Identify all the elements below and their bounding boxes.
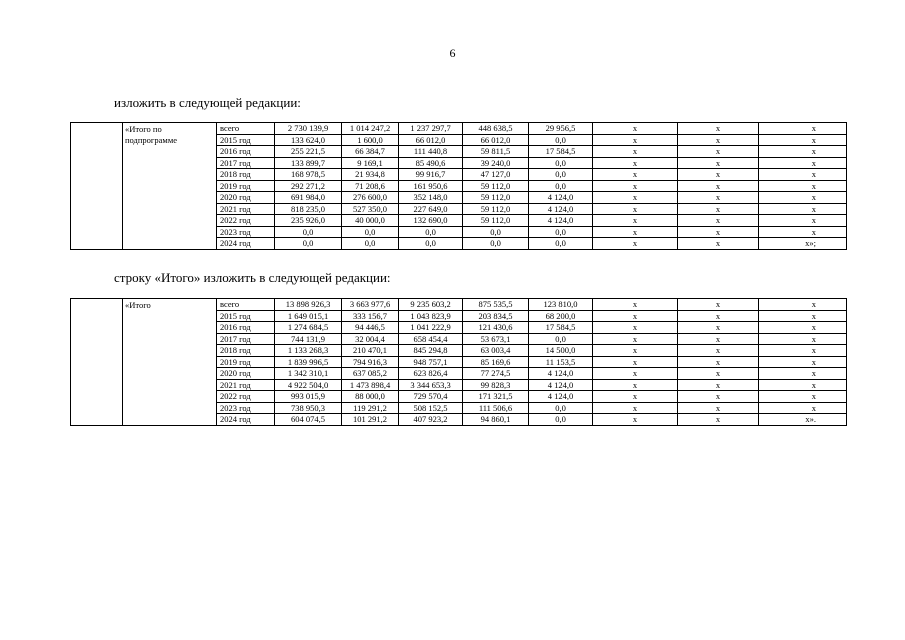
- period-cell: 2018 год: [217, 345, 275, 357]
- value-cell: 623 826,4: [399, 368, 463, 380]
- value-cell: 94 860,1: [463, 414, 529, 426]
- value-cell: 39 240,0: [463, 157, 529, 169]
- value-cell: 658 454,4: [399, 333, 463, 345]
- value-cell: x: [593, 169, 678, 181]
- grand-total-table: [70, 298, 847, 426]
- value-cell: x: [759, 123, 847, 135]
- value-cell: x»;: [759, 238, 847, 250]
- value-cell: 4 124,0: [529, 215, 593, 227]
- row-label: «Итого по подпрограмме: [123, 123, 217, 250]
- period-cell: 2021 год: [217, 203, 275, 215]
- value-cell: x: [678, 379, 759, 391]
- period-cell: 2024 год: [217, 238, 275, 250]
- value-cell: 14 500,0: [529, 345, 593, 357]
- value-cell: 133 899,7: [275, 157, 342, 169]
- value-cell: 1 133 268,3: [275, 345, 342, 357]
- value-cell: 88 000,0: [342, 391, 399, 403]
- period-cell: 2022 год: [217, 215, 275, 227]
- value-cell: 0,0: [529, 169, 593, 181]
- period-cell: 2020 год: [217, 192, 275, 204]
- value-cell: x: [593, 322, 678, 334]
- value-cell: 1 043 823,9: [399, 310, 463, 322]
- value-cell: 0,0: [463, 238, 529, 250]
- row-label: «Итого: [123, 299, 217, 426]
- value-cell: 0,0: [529, 180, 593, 192]
- value-cell: 203 834,5: [463, 310, 529, 322]
- value-cell: 4 124,0: [529, 391, 593, 403]
- value-cell: 333 156,7: [342, 310, 399, 322]
- period-cell: 2023 год: [217, 402, 275, 414]
- value-cell: x: [678, 356, 759, 368]
- value-cell: 1 014 247,2: [342, 123, 399, 135]
- value-cell: x: [593, 345, 678, 357]
- value-cell: x: [759, 299, 847, 311]
- value-cell: 66 012,0: [399, 134, 463, 146]
- value-cell: x: [759, 146, 847, 158]
- period-cell: 2024 год: [217, 414, 275, 426]
- value-cell: x: [759, 345, 847, 357]
- value-cell: 0,0: [275, 226, 342, 238]
- value-cell: 744 131,9: [275, 333, 342, 345]
- value-cell: x: [678, 333, 759, 345]
- period-cell: 2017 год: [217, 333, 275, 345]
- value-cell: 0,0: [529, 157, 593, 169]
- value-cell: 47 127,0: [463, 169, 529, 181]
- value-cell: x: [678, 215, 759, 227]
- value-cell: x: [678, 345, 759, 357]
- value-cell: 604 074,5: [275, 414, 342, 426]
- period-cell: 2016 год: [217, 322, 275, 334]
- value-cell: x: [759, 322, 847, 334]
- value-cell: x: [593, 123, 678, 135]
- value-cell: 0,0: [529, 402, 593, 414]
- value-cell: 3 663 977,6: [342, 299, 399, 311]
- value-cell: 1 600,0: [342, 134, 399, 146]
- value-cell: 59 112,0: [463, 203, 529, 215]
- value-cell: x: [759, 169, 847, 181]
- value-cell: 845 294,8: [399, 345, 463, 357]
- value-cell: 168 978,5: [275, 169, 342, 181]
- value-cell: x: [593, 134, 678, 146]
- value-cell: x: [678, 391, 759, 403]
- value-cell: x: [678, 146, 759, 158]
- value-cell: x: [678, 123, 759, 135]
- value-cell: 21 934,8: [342, 169, 399, 181]
- value-cell: x: [759, 356, 847, 368]
- value-cell: 993 015,9: [275, 391, 342, 403]
- table-row: [71, 123, 847, 135]
- value-cell: 123 810,0: [529, 299, 593, 311]
- value-cell: 161 950,6: [399, 180, 463, 192]
- value-cell: 1 839 996,5: [275, 356, 342, 368]
- period-cell: 2021 год: [217, 379, 275, 391]
- value-cell: 94 446,5: [342, 322, 399, 334]
- value-cell: 691 984,0: [275, 192, 342, 204]
- value-cell: x: [678, 402, 759, 414]
- value-cell: x: [593, 226, 678, 238]
- value-cell: 101 291,2: [342, 414, 399, 426]
- value-cell: x: [593, 180, 678, 192]
- value-cell: 448 638,5: [463, 123, 529, 135]
- value-cell: 40 000,0: [342, 215, 399, 227]
- value-cell: 0,0: [275, 238, 342, 250]
- value-cell: x: [759, 157, 847, 169]
- value-cell: 0,0: [342, 238, 399, 250]
- value-cell: x: [678, 192, 759, 204]
- value-cell: x: [759, 368, 847, 380]
- value-cell: 133 624,0: [275, 134, 342, 146]
- value-cell: 2 730 139,9: [275, 123, 342, 135]
- value-cell: 4 124,0: [529, 192, 593, 204]
- value-cell: 77 274,5: [463, 368, 529, 380]
- value-cell: 0,0: [463, 226, 529, 238]
- value-cell: 99 828,3: [463, 379, 529, 391]
- value-cell: 32 004,4: [342, 333, 399, 345]
- value-cell: 1 473 898,4: [342, 379, 399, 391]
- value-cell: 0,0: [529, 333, 593, 345]
- subprogram-total-table: [70, 122, 847, 250]
- value-cell: 527 350,0: [342, 203, 399, 215]
- value-cell: 1 237 297,7: [399, 123, 463, 135]
- value-cell: 875 535,5: [463, 299, 529, 311]
- value-cell: x: [593, 215, 678, 227]
- value-cell: x: [593, 402, 678, 414]
- value-cell: x: [593, 368, 678, 380]
- value-cell: 235 926,0: [275, 215, 342, 227]
- value-cell: 1 649 015,1: [275, 310, 342, 322]
- value-cell: 29 956,5: [529, 123, 593, 135]
- value-cell: 17 584,5: [529, 322, 593, 334]
- period-cell: 2015 год: [217, 134, 275, 146]
- value-cell: x: [759, 310, 847, 322]
- value-cell: 637 085,2: [342, 368, 399, 380]
- value-cell: x: [759, 215, 847, 227]
- value-cell: x: [593, 379, 678, 391]
- value-cell: x: [593, 310, 678, 322]
- value-cell: 818 235,0: [275, 203, 342, 215]
- value-cell: 59 112,0: [463, 192, 529, 204]
- value-cell: 352 148,0: [399, 192, 463, 204]
- value-cell: x: [759, 134, 847, 146]
- value-cell: 85 490,6: [399, 157, 463, 169]
- period-cell: 2015 год: [217, 310, 275, 322]
- value-cell: 11 153,5: [529, 356, 593, 368]
- value-cell: 59 112,0: [463, 180, 529, 192]
- value-cell: 0,0: [529, 226, 593, 238]
- value-cell: 85 169,6: [463, 356, 529, 368]
- value-cell: x: [759, 203, 847, 215]
- value-cell: 132 690,0: [399, 215, 463, 227]
- value-cell: x: [678, 226, 759, 238]
- value-cell: x: [593, 391, 678, 403]
- table-body: [71, 123, 847, 250]
- value-cell: 0,0: [399, 238, 463, 250]
- value-cell: 276 600,0: [342, 192, 399, 204]
- period-cell: 2018 год: [217, 169, 275, 181]
- value-cell: 738 950,3: [275, 402, 342, 414]
- period-cell: 2020 год: [217, 368, 275, 380]
- value-cell: 1 342 310,1: [275, 368, 342, 380]
- value-cell: 508 152,5: [399, 402, 463, 414]
- value-cell: x: [593, 157, 678, 169]
- value-cell: 3 344 653,3: [399, 379, 463, 391]
- value-cell: x: [593, 146, 678, 158]
- value-cell: x: [678, 157, 759, 169]
- value-cell: 4 124,0: [529, 203, 593, 215]
- period-cell: 2017 год: [217, 157, 275, 169]
- value-cell: 729 570,4: [399, 391, 463, 403]
- table-row: [71, 299, 847, 311]
- value-cell: 1 274 684,5: [275, 322, 342, 334]
- value-cell: x: [759, 379, 847, 391]
- value-cell: x: [593, 414, 678, 426]
- value-cell: x: [678, 238, 759, 250]
- value-cell: 121 430,6: [463, 322, 529, 334]
- period-cell: 2019 год: [217, 356, 275, 368]
- value-cell: 171 321,5: [463, 391, 529, 403]
- value-cell: 948 757,1: [399, 356, 463, 368]
- value-cell: x: [593, 299, 678, 311]
- value-cell: x: [678, 203, 759, 215]
- value-cell: 255 221,5: [275, 146, 342, 158]
- value-cell: 794 916,3: [342, 356, 399, 368]
- value-cell: x: [678, 169, 759, 181]
- value-cell: 13 898 926,3: [275, 299, 342, 311]
- value-cell: x: [593, 203, 678, 215]
- value-cell: x: [759, 333, 847, 345]
- value-cell: 1 041 222,9: [399, 322, 463, 334]
- value-cell: 4 922 504,0: [275, 379, 342, 391]
- value-cell: 9 235 603,2: [399, 299, 463, 311]
- value-cell: x: [759, 192, 847, 204]
- value-cell: 111 440,8: [399, 146, 463, 158]
- value-cell: x: [678, 322, 759, 334]
- value-cell: 9 169,1: [342, 157, 399, 169]
- value-cell: 407 923,2: [399, 414, 463, 426]
- value-cell: x: [593, 192, 678, 204]
- value-cell: x: [678, 414, 759, 426]
- value-cell: x: [593, 356, 678, 368]
- period-cell: всего: [217, 299, 275, 311]
- value-cell: 4 124,0: [529, 368, 593, 380]
- value-cell: 4 124,0: [529, 379, 593, 391]
- value-cell: 66 012,0: [463, 134, 529, 146]
- value-cell: x».: [759, 414, 847, 426]
- empty-cell: [71, 299, 123, 426]
- value-cell: 0,0: [529, 414, 593, 426]
- value-cell: x: [593, 333, 678, 345]
- value-cell: 0,0: [342, 226, 399, 238]
- value-cell: 53 673,1: [463, 333, 529, 345]
- value-cell: 99 916,7: [399, 169, 463, 181]
- value-cell: x: [759, 402, 847, 414]
- value-cell: x: [678, 368, 759, 380]
- value-cell: 210 470,1: [342, 345, 399, 357]
- period-cell: 2019 год: [217, 180, 275, 192]
- value-cell: 0,0: [529, 238, 593, 250]
- value-cell: 59 112,0: [463, 215, 529, 227]
- value-cell: x: [678, 134, 759, 146]
- empty-cell: [71, 123, 123, 250]
- period-cell: всего: [217, 123, 275, 135]
- value-cell: x: [759, 391, 847, 403]
- page-number: 6: [449, 46, 456, 60]
- value-cell: x: [678, 299, 759, 311]
- value-cell: x: [759, 180, 847, 192]
- value-cell: 119 291,2: [342, 402, 399, 414]
- value-cell: 111 506,6: [463, 402, 529, 414]
- value-cell: x: [678, 310, 759, 322]
- value-cell: 68 200,0: [529, 310, 593, 322]
- value-cell: 71 208,6: [342, 180, 399, 192]
- value-cell: 63 003,4: [463, 345, 529, 357]
- instruction-paragraph-2: строку «Итого» изложить в следующей редакции:: [114, 270, 391, 285]
- value-cell: 292 271,2: [275, 180, 342, 192]
- value-cell: x: [593, 238, 678, 250]
- period-cell: 2023 год: [217, 226, 275, 238]
- period-cell: 2016 год: [217, 146, 275, 158]
- value-cell: 17 584,5: [529, 146, 593, 158]
- period-cell: 2022 год: [217, 391, 275, 403]
- instruction-paragraph-1: изложить в следующей редакции:: [114, 95, 301, 110]
- value-cell: 0,0: [399, 226, 463, 238]
- value-cell: 227 649,0: [399, 203, 463, 215]
- table-body: [71, 299, 847, 426]
- value-cell: x: [759, 226, 847, 238]
- value-cell: 59 811,5: [463, 146, 529, 158]
- value-cell: 0,0: [529, 134, 593, 146]
- value-cell: 66 384,7: [342, 146, 399, 158]
- value-cell: x: [678, 180, 759, 192]
